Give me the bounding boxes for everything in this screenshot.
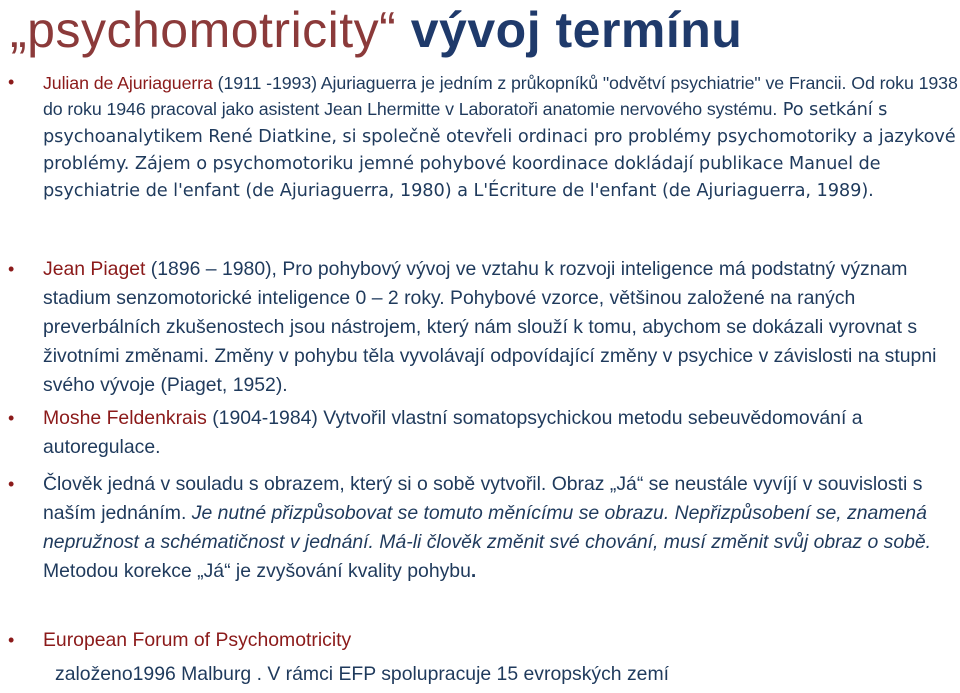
self-image-text-a: Člověk jedná v souladu s obrazem, který si o sobě vytvořil. Obraz „Já“ se neustále vyvíjí v souvislosti s naším jednáním. bbox=[43, 473, 923, 524]
piaget-paragraph bbox=[43, 255, 958, 400]
person-name-ajuriaguerra: Julian de Ajuriaguerra bbox=[43, 73, 213, 93]
slide-title bbox=[10, 2, 742, 58]
efp-founding-note: založeno1996 Malburg . V rámci EFP spolupracuje 15 evropských zemí bbox=[55, 663, 669, 685]
title-part-vyvoj-terminu: vývoj termínu bbox=[410, 2, 743, 58]
ajuriaguerra-text-b: Po setkání s psychoanalytikem René Diatkine, si společně otevřeli ordinaci pro problémy psychomotoriky a jazykové problémy. bbox=[43, 99, 956, 174]
bullet-icon: • bbox=[8, 72, 15, 92]
self-image-text-italic: Je nutné přizpůsobovat se tomuto měnícímu se obrazu. Nepřizpůsobení se, znamená nepružnost a schématičnost v jednání. Má-li člověk změnit své chování, musí změnit svůj obraz o sobě. bbox=[43, 502, 932, 553]
piaget-text: (1896 – 1980), Pro pohybový vývoj ve vztahu k rozvoji inteligence má podstatný význam stadium senzomotorické inteligence 0 – 2 roky. Pohybové vzorce, většinou založené na raných preverbálních zkušenostech jsou nástrojem, který nám slouží k tomu, abychom se dokázali vyrovnat s životními změnami. Změny v pohybu těla vyvolávají odpovídající změny v psychice v závislosti na stupni svého vývoje (Piaget, 1952). bbox=[43, 258, 937, 396]
person-name-piaget: Jean Piaget bbox=[43, 258, 146, 280]
person-name-feldenkrais: Moshe Feldenkrais bbox=[43, 407, 207, 429]
feldenkrais-text: (1904-1984) Vytvořil vlastní somatopsychickou metodu sebeuvědomování a autoregulace. bbox=[43, 407, 863, 458]
bullet-icon: • bbox=[8, 259, 15, 279]
org-name-efp: European Forum of Psychomotricity bbox=[43, 629, 352, 651]
self-image-text-end: . bbox=[470, 560, 477, 582]
ajuriaguerra-paragraph bbox=[43, 70, 958, 204]
self-image-paragraph bbox=[43, 470, 958, 586]
bullet-icon: • bbox=[8, 630, 15, 650]
self-image-text-b: Metodou korekce „Já“ je zvyšování kvality pohybu bbox=[43, 560, 471, 582]
bullet-icon: • bbox=[8, 474, 15, 494]
ajuriaguerra-text-c: Zájem o psychomotoriku jemné pohybové koordinace dokládají publikace Manuel de psychiatrie de l'enfant (de Ajuriaguerra, 1980) a L'Écriture de l'enfant (de Ajuriaguerra, 1989). bbox=[43, 153, 881, 201]
efp-heading bbox=[43, 626, 958, 655]
bullet-icon: • bbox=[8, 408, 15, 428]
ajuriaguerra-text-a: (1911 -1993) Ajuriaguerra je jedním z průkopníků "odvětví psychiatrie" ve Francii. Od roku 1938 do roku 1946 pracoval jako asistent Jean Lhermitte v Laboratoři anatomie nervového systému. bbox=[43, 73, 958, 119]
feldenkrais-paragraph bbox=[43, 404, 958, 462]
title-part-psychomotricity: „psychomotricity“ bbox=[10, 2, 397, 58]
